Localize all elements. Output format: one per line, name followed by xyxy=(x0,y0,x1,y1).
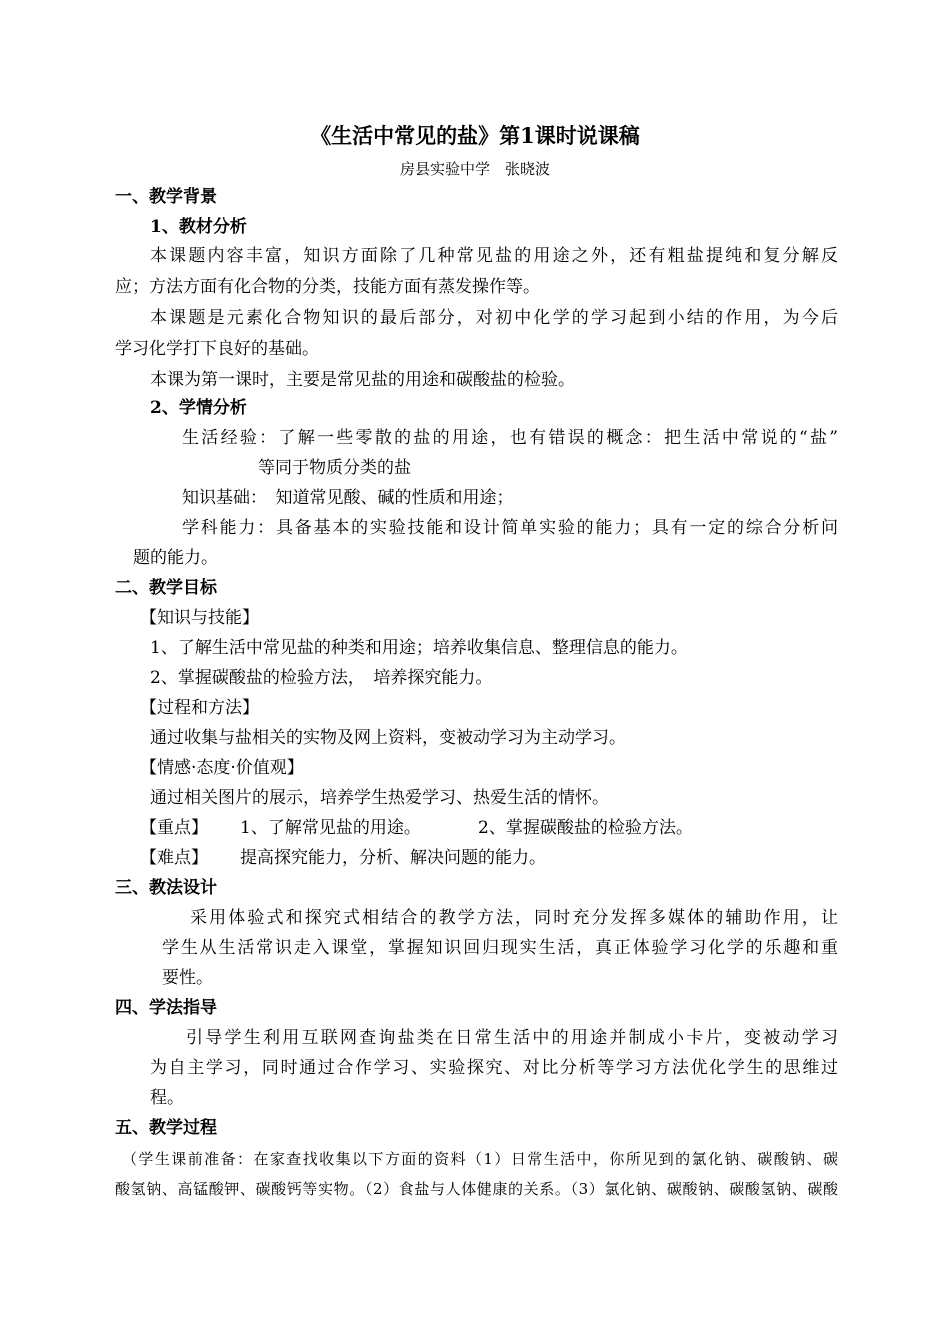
paragraph-line: 学生从生活常识走入课堂，掌握知识回归现实生活，真正体验学习化学的乐趣和重 xyxy=(162,938,838,958)
subheading-textbook-analysis: 1、教材分析 xyxy=(150,217,247,237)
objective-item: 通过收集与盐相关的实物及网上资料，变被动学习为主动学习。 xyxy=(150,728,626,748)
paragraph-line: 知识基础： 知道常见酸、碱的性质和用途； xyxy=(182,488,514,508)
paragraph-line: 引导学生利用互联网查询盐类在日常生活中的用途并制成小卡片，变被动学习 xyxy=(186,1028,838,1048)
paragraph-line: 本课为第一课时，主要是常见盐的用途和碳酸盐的检验。 xyxy=(150,370,575,390)
objective-item: 通过相关图片的展示，培养学生热爱学习、热爱生活的情怀。 xyxy=(150,788,609,808)
paragraph-line: 题的能力。 xyxy=(133,548,218,568)
objective-category: 【情感·态度·价值观】 xyxy=(140,758,304,778)
objective-category: 【知识与技能】 xyxy=(140,608,259,628)
paragraph-line: 学习化学打下良好的基础。 xyxy=(115,339,319,359)
section-heading-background: 一、教学背景 xyxy=(115,187,217,207)
key-points-label: 【重点】 xyxy=(140,818,208,838)
key-point-item: 2、掌握碳酸盐的检验方法。 xyxy=(478,818,693,838)
subheading-student-analysis: 2、学情分析 xyxy=(150,398,247,418)
paragraph-line: 应；方法方面有化合物的分类，技能方面有蒸发操作等。 xyxy=(115,277,540,297)
paragraph-line: 生活经验：了解一些零散的盐的用途，也有错误的概念：把生活中常说的“盐” xyxy=(182,428,838,448)
paragraph-line: （学生课前准备：在家查找收集以下方面的资料（1）日常生活中，你所见到的氯化钠、碳酸钠、碳 xyxy=(122,1150,838,1168)
section-heading-teaching-method: 三、教法设计 xyxy=(115,878,217,898)
author-line: 房县实验中学 张晓波 xyxy=(399,160,550,178)
difficulty-item: 提高探究能力，分析、解决问题的能力。 xyxy=(240,848,546,868)
section-heading-teaching-process: 五、教学过程 xyxy=(115,1118,217,1138)
paragraph-line: 程。 xyxy=(150,1088,184,1108)
section-heading-learning-guidance: 四、学法指导 xyxy=(115,998,217,1018)
section-heading-objectives: 二、教学目标 xyxy=(115,578,217,598)
objective-item: 2、掌握碳酸盐的检验方法， 培养探究能力。 xyxy=(150,668,493,688)
document-title: 《生活中常见的盐》第1课时说课稿 xyxy=(310,123,640,148)
paragraph-line: 采用体验式和探究式相结合的教学方法，同时充分发挥多媒体的辅助作用，让 xyxy=(190,908,838,928)
objective-item: 1、了解生活中常见盐的种类和用途；培养收集信息、整理信息的能力。 xyxy=(150,638,688,658)
objective-category: 【过程和方法】 xyxy=(140,698,259,718)
paragraph-line: 本课题是元素化合物知识的最后部分，对初中化学的学习起到小结的作用，为今后 xyxy=(150,308,838,328)
paragraph-line: 学科能力：具备基本的实验技能和设计简单实验的能力；具有一定的综合分析问 xyxy=(182,518,838,538)
paragraph-line: 酸氢钠、高锰酸钾、碳酸钙等实物。（2）食盐与人体健康的关系。（3）氯化钠、碳酸钠、碳酸氢钠、碳酸 xyxy=(115,1180,838,1198)
paragraph-line: 要性。 xyxy=(162,968,213,988)
key-point-item: 1、了解常见盐的用途。 xyxy=(240,818,421,838)
difficulty-label: 【难点】 xyxy=(140,848,208,868)
paragraph-line: 本课题内容丰富，知识方面除了几种常见盐的用途之外，还有粗盐提纯和复分解反 xyxy=(150,246,838,266)
paragraph-line: 等同于物质分类的盐 xyxy=(258,458,411,478)
paragraph-line: 为自主学习，同时通过合作学习、实验探究、对比分析等学习方法优化学生的思维过 xyxy=(150,1058,838,1078)
